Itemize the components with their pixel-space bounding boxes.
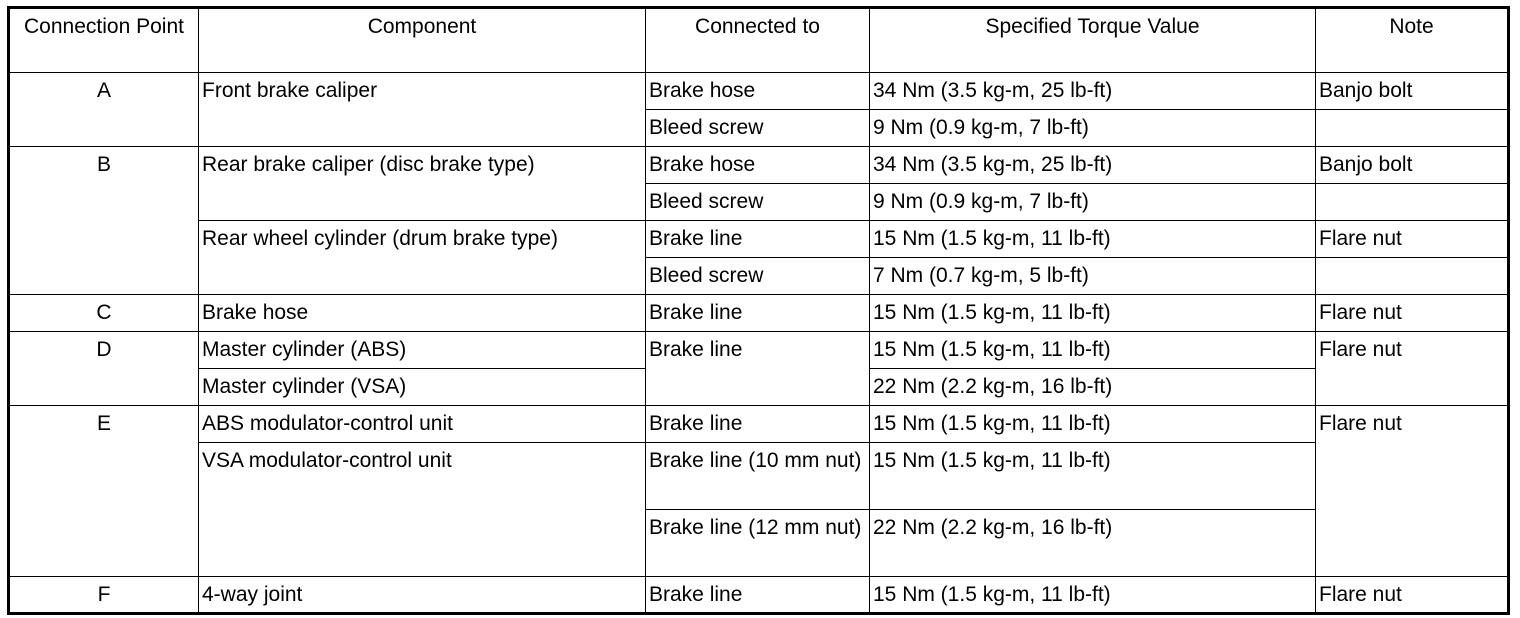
table-row <box>9 221 1509 258</box>
torque-cell: 15 Nm (1.5 kg-m, 11 lb-ft) <box>870 332 1316 369</box>
connected-to-cell: Brake line <box>646 332 870 406</box>
torque-cell: 22 Nm (2.2 kg-m, 16 lb-ft) <box>870 369 1316 406</box>
connection-point-cell: D <box>9 332 199 406</box>
table-row <box>9 147 1509 184</box>
connection-point-cell: B <box>9 147 199 295</box>
table-row <box>9 406 1509 443</box>
connected-to-cell: Bleed screw <box>646 258 870 295</box>
torque-cell: 9 Nm (0.9 kg-m, 7 lb-ft) <box>870 184 1316 221</box>
connection-point-cell: A <box>9 73 199 147</box>
component-cell: Master cylinder (VSA) <box>199 369 646 406</box>
table-row <box>9 295 1509 332</box>
torque-cell: 15 Nm (1.5 kg-m, 11 lb-ft) <box>870 406 1316 443</box>
header-connection-point: Connection Point <box>9 8 199 73</box>
header-row <box>9 8 1509 73</box>
component-cell: Brake hose <box>199 295 646 332</box>
torque-cell: 34 Nm (3.5 kg-m, 25 lb-ft) <box>870 147 1316 184</box>
component-cell: Rear wheel cylinder (drum brake type) <box>199 221 646 295</box>
note-cell: Banjo bolt <box>1316 147 1509 184</box>
connected-to-cell: Bleed screw <box>646 110 870 147</box>
note-cell: Flare nut <box>1316 577 1509 614</box>
component-cell: Master cylinder (ABS) <box>199 332 646 369</box>
header-connected-to: Connected to <box>646 8 870 73</box>
header-torque: Specified Torque Value <box>870 8 1316 73</box>
note-cell: Banjo bolt <box>1316 73 1509 110</box>
component-cell: 4-way joint <box>199 577 646 614</box>
note-cell <box>1316 258 1509 295</box>
torque-cell: 15 Nm (1.5 kg-m, 11 lb-ft) <box>870 221 1316 258</box>
note-cell: Flare nut <box>1316 406 1509 577</box>
connected-to-cell: Brake line <box>646 221 870 258</box>
torque-cell: 22 Nm (2.2 kg-m, 16 lb-ft) <box>870 510 1316 577</box>
connection-point-cell: F <box>9 577 199 614</box>
component-cell: Front brake caliper <box>199 73 646 147</box>
torque-cell: 9 Nm (0.9 kg-m, 7 lb-ft) <box>870 110 1316 147</box>
note-cell: Flare nut <box>1316 332 1509 406</box>
connected-to-cell: Bleed screw <box>646 184 870 221</box>
table-row <box>9 443 1509 510</box>
torque-spec-table <box>7 6 1510 615</box>
connection-point-cell: E <box>9 406 199 577</box>
connected-to-cell: Brake hose <box>646 147 870 184</box>
torque-cell: 34 Nm (3.5 kg-m, 25 lb-ft) <box>870 73 1316 110</box>
component-cell: ABS modulator-control unit <box>199 406 646 443</box>
connected-to-cell: Brake line <box>646 577 870 614</box>
connected-to-cell: Brake line (12 mm nut) <box>646 510 870 577</box>
table-row <box>9 332 1509 369</box>
component-cell: VSA modulator-control unit <box>199 443 646 577</box>
component-cell: Rear brake caliper (disc brake type) <box>199 147 646 221</box>
connected-to-cell: Brake line (10 mm nut) <box>646 443 870 510</box>
table-row <box>9 73 1509 110</box>
torque-cell: 15 Nm (1.5 kg-m, 11 lb-ft) <box>870 577 1316 614</box>
torque-cell: 15 Nm (1.5 kg-m, 11 lb-ft) <box>870 295 1316 332</box>
header-note: Note <box>1316 8 1509 73</box>
connected-to-cell: Brake line <box>646 295 870 332</box>
torque-cell: 7 Nm (0.7 kg-m, 5 lb-ft) <box>870 258 1316 295</box>
note-cell <box>1316 110 1509 147</box>
torque-cell: 15 Nm (1.5 kg-m, 11 lb-ft) <box>870 443 1316 510</box>
note-cell <box>1316 184 1509 221</box>
connection-point-cell: C <box>9 295 199 332</box>
table-row <box>9 577 1509 614</box>
connected-to-cell: Brake line <box>646 406 870 443</box>
note-cell: Flare nut <box>1316 295 1509 332</box>
connected-to-cell: Brake hose <box>646 73 870 110</box>
header-component: Component <box>199 8 646 73</box>
note-cell: Flare nut <box>1316 221 1509 258</box>
